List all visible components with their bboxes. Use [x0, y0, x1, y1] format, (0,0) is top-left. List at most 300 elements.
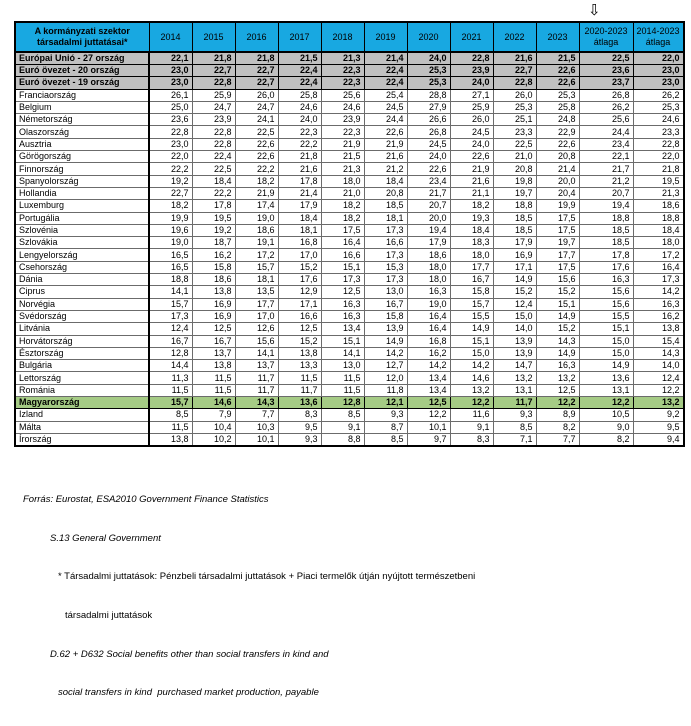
avg-2014-2023-cell: 23,3: [633, 126, 684, 138]
year-value-cell: 17,3: [364, 224, 407, 236]
year-value-cell: 21,4: [536, 163, 579, 175]
table-row: [15, 126, 684, 138]
year-value-cell: 8,2: [536, 421, 579, 433]
year-value-cell: 19,5: [192, 212, 235, 224]
country-name: Németország: [15, 114, 149, 126]
avg-2014-2023-cell: 12,2: [633, 384, 684, 396]
year-value-cell: 18,3: [450, 237, 493, 249]
year-value-cell: 25,3: [536, 89, 579, 101]
country-name: Franciaország: [15, 89, 149, 101]
year-value-cell: 23,0: [149, 65, 192, 77]
year-value-cell: 19,9: [149, 212, 192, 224]
table-row: [15, 298, 684, 310]
avg-2020-2023-cell: 18,5: [579, 224, 633, 236]
avg-2020-2023-cell: 22,5: [579, 52, 633, 65]
country-name: Olaszország: [15, 126, 149, 138]
year-value-cell: 20,8: [493, 163, 536, 175]
year-value-cell: 13,7: [192, 347, 235, 359]
country-name: Magyarország: [15, 397, 149, 409]
avg-2014-2023-cell: 18,6: [633, 200, 684, 212]
year-value-cell: 15,2: [493, 286, 536, 298]
year-value-cell: 14,3: [235, 397, 278, 409]
year-value-cell: 14,9: [364, 335, 407, 347]
year-value-cell: 14,0: [493, 323, 536, 335]
year-value-cell: 22,7: [192, 65, 235, 77]
avg-2014-2023-cell: 14,2: [633, 286, 684, 298]
year-value-cell: 22,3: [321, 77, 364, 89]
avg-2014-2023-cell: 13,2: [633, 397, 684, 409]
year-value-cell: 19,4: [407, 224, 450, 236]
avg-2020-2023-cell: 25,6: [579, 114, 633, 126]
table-row: [15, 261, 684, 273]
avg-2020-2023-cell: 23,4: [579, 138, 633, 150]
year-value-cell: 21,8: [192, 52, 235, 65]
table-row: [15, 310, 684, 322]
avg-2020-2023-column-header: 2020-2023 átlaga: [579, 22, 633, 52]
avg-2020-2023-cell: 10,5: [579, 409, 633, 421]
country-name: Portugália: [15, 212, 149, 224]
year-value-cell: 22,4: [364, 77, 407, 89]
year-value-cell: 13,9: [364, 323, 407, 335]
year-value-cell: 20,4: [536, 187, 579, 199]
year-value-cell: 23,6: [149, 114, 192, 126]
year-value-cell: 8,3: [278, 409, 321, 421]
country-name: Lettország: [15, 372, 149, 384]
year-value-cell: 25,3: [493, 101, 536, 113]
footnotes: [23, 468, 475, 726]
year-value-cell: 21,1: [450, 187, 493, 199]
year-value-cell: 12,1: [364, 397, 407, 409]
table-row: [15, 224, 684, 236]
table-row: [15, 335, 684, 347]
year-value-cell: 25,4: [364, 89, 407, 101]
year-value-cell: 25,8: [536, 101, 579, 113]
year-value-cell: 17,9: [407, 237, 450, 249]
year-value-cell: 18,7: [192, 237, 235, 249]
avg-2014-2023-cell: 22,8: [633, 138, 684, 150]
avg-2020-2023-cell: 26,2: [579, 101, 633, 113]
year-value-cell: 21,6: [450, 175, 493, 187]
year-value-cell: 12,2: [407, 409, 450, 421]
year-value-cell: 25,6: [321, 89, 364, 101]
year-value-cell: 8,5: [321, 409, 364, 421]
year-value-cell: 23,3: [493, 126, 536, 138]
country-name: Csehország: [15, 261, 149, 273]
country-name: Görögország: [15, 151, 149, 163]
year-value-cell: 15,6: [536, 274, 579, 286]
year-value-cell: 13,4: [407, 384, 450, 396]
country-name: Svédország: [15, 310, 149, 322]
year-value-cell: 22,8: [192, 138, 235, 150]
table-row-aggregate: [15, 77, 684, 89]
year-value-cell: 13,5: [235, 286, 278, 298]
avg-2020-2023-cell: 12,2: [579, 397, 633, 409]
avg-2014-2023-cell: 23,0: [633, 77, 684, 89]
year-value-cell: 24,6: [321, 101, 364, 113]
year-value-cell: 17,1: [278, 298, 321, 310]
year-value-cell: 19,2: [192, 224, 235, 236]
year-value-cell: 11,7: [278, 384, 321, 396]
year-value-cell: 16,7: [149, 335, 192, 347]
year-value-cell: 10,4: [192, 421, 235, 433]
year-value-cell: 17,6: [278, 274, 321, 286]
year-value-cell: 18,0: [321, 175, 364, 187]
year-value-cell: 15,8: [192, 261, 235, 273]
year-value-cell: 13,8: [192, 360, 235, 372]
year-value-cell: 15,7: [450, 298, 493, 310]
year-value-cell: 17,0: [235, 310, 278, 322]
year-value-cell: 20,8: [364, 187, 407, 199]
year-column-header: 2015: [192, 22, 235, 52]
avg-2020-2023-cell: 22,1: [579, 151, 633, 163]
year-value-cell: 16,6: [321, 249, 364, 261]
year-value-cell: 13,0: [321, 360, 364, 372]
year-column-header: 2016: [235, 22, 278, 52]
year-value-cell: 21,8: [235, 52, 278, 65]
avg-2014-2023-cell: 26,2: [633, 89, 684, 101]
year-value-cell: 17,7: [536, 249, 579, 261]
country-name: Belgium: [15, 101, 149, 113]
year-value-cell: 11,7: [235, 384, 278, 396]
year-value-cell: 22,7: [235, 65, 278, 77]
avg-2014-2023-cell: 16,2: [633, 310, 684, 322]
country-name: Hollandia: [15, 187, 149, 199]
table-title-line2: társadalmi juttatásai*: [36, 37, 128, 47]
year-value-cell: 13,2: [536, 372, 579, 384]
year-value-cell: 17,8: [192, 200, 235, 212]
year-value-cell: 8,9: [536, 409, 579, 421]
year-value-cell: 9,1: [321, 421, 364, 433]
year-value-cell: 18,2: [321, 212, 364, 224]
year-value-cell: 11,5: [149, 421, 192, 433]
country-name: Európai Unió - 27 ország: [15, 52, 149, 65]
year-value-cell: 20,0: [407, 212, 450, 224]
year-value-cell: 16,6: [364, 237, 407, 249]
year-value-cell: 23,9: [192, 114, 235, 126]
year-value-cell: 21,9: [235, 187, 278, 199]
year-value-cell: 28,8: [407, 89, 450, 101]
year-value-cell: 23,0: [149, 138, 192, 150]
year-value-cell: 22,7: [235, 77, 278, 89]
country-name: Litvánia: [15, 323, 149, 335]
year-value-cell: 22,8: [192, 126, 235, 138]
year-value-cell: 13,2: [493, 372, 536, 384]
year-value-cell: 18,0: [450, 249, 493, 261]
year-value-cell: 14,1: [321, 347, 364, 359]
year-value-cell: 22,8: [192, 77, 235, 89]
year-value-cell: 19,7: [536, 237, 579, 249]
year-value-cell: 16,2: [192, 249, 235, 261]
year-value-cell: 11,5: [192, 384, 235, 396]
year-value-cell: 22,8: [149, 126, 192, 138]
year-value-cell: 24,0: [450, 77, 493, 89]
year-value-cell: 18,2: [235, 175, 278, 187]
year-value-cell: 20,7: [407, 200, 450, 212]
year-value-cell: 15,6: [235, 335, 278, 347]
year-column-header: 2023: [536, 22, 579, 52]
table-title-line1: A kormányzati szektor: [34, 26, 130, 36]
year-value-cell: 18,8: [493, 200, 536, 212]
year-value-cell: 7,1: [493, 433, 536, 446]
country-name: Euró övezet - 19 ország: [15, 77, 149, 89]
year-value-cell: 21,8: [278, 151, 321, 163]
year-value-cell: 9,7: [407, 433, 450, 446]
year-value-cell: 21,5: [278, 52, 321, 65]
avg-2020-2023-cell: 17,6: [579, 261, 633, 273]
avg-2020-2023-cell: 15,6: [579, 286, 633, 298]
year-value-cell: 27,9: [407, 101, 450, 113]
year-value-cell: 15,8: [364, 310, 407, 322]
year-value-cell: 22,2: [149, 163, 192, 175]
avg-2020-2023-cell: 15,5: [579, 310, 633, 322]
year-value-cell: 22,8: [450, 52, 493, 65]
year-value-cell: 8,8: [321, 433, 364, 446]
year-column-header: 2022: [493, 22, 536, 52]
year-value-cell: 9,3: [278, 433, 321, 446]
year-value-cell: 15,1: [450, 335, 493, 347]
year-value-cell: 22,3: [321, 126, 364, 138]
table-row: [15, 433, 684, 446]
year-value-cell: 19,1: [235, 237, 278, 249]
avg-2020-2023-cell: 20,7: [579, 187, 633, 199]
year-value-cell: 24,1: [235, 114, 278, 126]
year-value-cell: 18,0: [407, 274, 450, 286]
year-value-cell: 15,7: [149, 298, 192, 310]
year-value-cell: 21,9: [450, 163, 493, 175]
year-value-cell: 11,5: [149, 384, 192, 396]
year-value-cell: 18,4: [192, 175, 235, 187]
year-value-cell: 24,0: [407, 52, 450, 65]
table-row: [15, 360, 684, 372]
year-column-header: 2020: [407, 22, 450, 52]
year-value-cell: 25,9: [192, 89, 235, 101]
year-value-cell: 16,5: [149, 249, 192, 261]
year-value-cell: 26,1: [149, 89, 192, 101]
year-value-cell: 11,8: [364, 384, 407, 396]
footnote-d62: D.62 + D632 Social benefits other than social transfers in kind and: [50, 648, 329, 660]
avg-2014-2023-column-header: 2014-2023 átlaga: [633, 22, 684, 52]
year-value-cell: 24,0: [278, 114, 321, 126]
year-value-cell: 12,5: [192, 323, 235, 335]
table-row: [15, 323, 684, 335]
avg-2014-2023-cell: 25,3: [633, 101, 684, 113]
year-value-cell: 16,6: [278, 310, 321, 322]
year-value-cell: 22,4: [364, 65, 407, 77]
year-value-cell: 24,7: [192, 101, 235, 113]
year-column-header: 2019: [364, 22, 407, 52]
year-value-cell: 18,8: [149, 274, 192, 286]
year-value-cell: 15,2: [536, 323, 579, 335]
year-value-cell: 26,8: [407, 126, 450, 138]
year-value-cell: 13,6: [278, 397, 321, 409]
avg-2020-2023-cell: 15,0: [579, 335, 633, 347]
year-value-cell: 26,0: [235, 89, 278, 101]
year-value-cell: 12,5: [321, 286, 364, 298]
year-value-cell: 21,4: [364, 52, 407, 65]
year-value-cell: 14,6: [450, 372, 493, 384]
year-value-cell: 16,3: [321, 310, 364, 322]
year-value-cell: 10,2: [192, 433, 235, 446]
year-value-cell: 22,4: [192, 151, 235, 163]
year-value-cell: 22,6: [364, 126, 407, 138]
footnote-definition-2: társadalmi juttatások: [65, 609, 153, 621]
table-row-highlight: [15, 397, 684, 409]
year-value-cell: 14,9: [536, 310, 579, 322]
year-value-cell: 22,6: [536, 77, 579, 89]
year-value-cell: 25,0: [149, 101, 192, 113]
year-value-cell: 15,2: [278, 261, 321, 273]
avg-2020-2023-cell: 21,2: [579, 175, 633, 187]
year-value-cell: 18,6: [407, 249, 450, 261]
table-row: [15, 274, 684, 286]
year-value-cell: 19,6: [149, 224, 192, 236]
year-value-cell: 18,1: [278, 224, 321, 236]
year-value-cell: 24,7: [235, 101, 278, 113]
year-value-cell: 14,9: [450, 323, 493, 335]
year-value-cell: 22,5: [493, 138, 536, 150]
country-name: Lengyelország: [15, 249, 149, 261]
year-value-cell: 18,4: [364, 175, 407, 187]
avg-2014-2023-cell: 17,3: [633, 274, 684, 286]
footnote-source: Forrás: Eurostat, ESA2010 Government Finance Statistics: [23, 493, 269, 505]
year-value-cell: 12,8: [149, 347, 192, 359]
year-value-cell: 19,8: [493, 175, 536, 187]
year-value-cell: 18,4: [450, 224, 493, 236]
year-value-cell: 19,9: [536, 200, 579, 212]
table-row: [15, 89, 684, 101]
year-value-cell: 18,5: [364, 200, 407, 212]
year-value-cell: 12,2: [536, 397, 579, 409]
avg-2014-2023-cell: 22,0: [633, 151, 684, 163]
year-value-cell: 19,2: [149, 175, 192, 187]
year-value-cell: 22,7: [149, 187, 192, 199]
year-value-cell: 14,4: [149, 360, 192, 372]
year-value-cell: 17,8: [278, 175, 321, 187]
avg-2020-2023-cell: 15,1: [579, 323, 633, 335]
year-value-cell: 8,7: [364, 421, 407, 433]
year-value-cell: 22,4: [278, 65, 321, 77]
country-name: Románia: [15, 384, 149, 396]
year-value-cell: 24,5: [407, 138, 450, 150]
year-value-cell: 21,6: [364, 151, 407, 163]
year-value-cell: 17,3: [321, 274, 364, 286]
year-value-cell: 17,4: [235, 200, 278, 212]
year-value-cell: 14,7: [493, 360, 536, 372]
avg-2020-2023-cell: 9,0: [579, 421, 633, 433]
year-column-header: 2018: [321, 22, 364, 52]
year-value-cell: 22,3: [321, 65, 364, 77]
country-name: Szlovénia: [15, 224, 149, 236]
year-value-cell: 17,5: [536, 261, 579, 273]
year-value-cell: 15,0: [493, 310, 536, 322]
footnote-d62-2: social transfers in kind purchased market production, payable: [58, 687, 319, 699]
year-value-cell: 11,6: [450, 409, 493, 421]
avg-2014-2023-cell: 19,5: [633, 175, 684, 187]
table-row: [15, 114, 684, 126]
year-value-cell: 17,1: [493, 261, 536, 273]
year-value-cell: 7,9: [192, 409, 235, 421]
year-value-cell: 7,7: [235, 409, 278, 421]
year-value-cell: 24,5: [450, 126, 493, 138]
year-value-cell: 16,7: [192, 335, 235, 347]
year-value-cell: 21,4: [278, 187, 321, 199]
year-value-cell: 9,1: [450, 421, 493, 433]
country-name: Dánia: [15, 274, 149, 286]
year-value-cell: 8,5: [493, 421, 536, 433]
year-value-cell: 16,3: [321, 298, 364, 310]
avg-2014-2023-cell: 9,2: [633, 409, 684, 421]
year-value-cell: 22,6: [235, 151, 278, 163]
year-value-cell: 22,1: [149, 52, 192, 65]
avg-2014-2023-cell: 24,6: [633, 114, 684, 126]
year-value-cell: 17,5: [321, 224, 364, 236]
year-value-cell: 22,9: [536, 126, 579, 138]
avg-2014-2023-cell: 17,2: [633, 249, 684, 261]
table-row: [15, 212, 684, 224]
year-value-cell: 14,6: [192, 397, 235, 409]
year-value-cell: 11,3: [149, 372, 192, 384]
year-value-cell: 23,0: [149, 77, 192, 89]
year-value-cell: 16,9: [192, 298, 235, 310]
avg-2014-2023-cell: 9,4: [633, 433, 684, 446]
year-value-cell: 15,2: [536, 286, 579, 298]
year-value-cell: 16,7: [364, 298, 407, 310]
year-value-cell: 25,1: [493, 114, 536, 126]
avg-2020-2023-cell: 13,6: [579, 372, 633, 384]
year-value-cell: 9,3: [493, 409, 536, 421]
year-value-cell: 13,4: [407, 372, 450, 384]
year-value-cell: 22,6: [536, 65, 579, 77]
year-value-cell: 15,1: [321, 335, 364, 347]
year-value-cell: 26,0: [450, 114, 493, 126]
year-value-cell: 22,6: [235, 138, 278, 150]
year-value-cell: 13,8: [192, 286, 235, 298]
year-value-cell: 27,1: [450, 89, 493, 101]
year-value-cell: 13,8: [278, 347, 321, 359]
year-value-cell: 15,7: [149, 397, 192, 409]
avg-2014-2023-cell: 23,0: [633, 65, 684, 77]
year-value-cell: 12,2: [450, 397, 493, 409]
year-value-cell: 15,5: [450, 310, 493, 322]
year-value-cell: 22,6: [450, 151, 493, 163]
year-value-cell: 11,5: [192, 372, 235, 384]
avg-2014-2023-cell: 18,0: [633, 237, 684, 249]
year-value-cell: 22,2: [278, 138, 321, 150]
table-row: [15, 249, 684, 261]
avg-2014-2023-cell: 13,8: [633, 323, 684, 335]
year-value-cell: 23,9: [321, 114, 364, 126]
footnote-definition: * Társadalmi juttatások: Pénzbeli társadalmi juttatások + Piaci termelők útján nyújtott természetbeni: [58, 571, 476, 583]
benefits-table: [14, 21, 685, 447]
year-value-cell: 15,1: [321, 261, 364, 273]
avg-2020-2023-cell: 18,5: [579, 237, 633, 249]
year-value-cell: 19,3: [450, 212, 493, 224]
year-value-cell: 21,3: [321, 52, 364, 65]
country-name: Málta: [15, 421, 149, 433]
table-row: [15, 384, 684, 396]
year-value-cell: 18,4: [278, 212, 321, 224]
year-value-cell: 17,9: [278, 200, 321, 212]
year-value-cell: 17,3: [364, 249, 407, 261]
year-value-cell: 8,5: [364, 433, 407, 446]
year-value-cell: 22,5: [192, 163, 235, 175]
avg-2020-2023-cell: 14,9: [579, 360, 633, 372]
year-value-cell: 26,6: [407, 114, 450, 126]
year-value-cell: 16,4: [407, 310, 450, 322]
avg-2014-2023-cell: 18,8: [633, 212, 684, 224]
table-row: [15, 237, 684, 249]
year-value-cell: 18,6: [235, 224, 278, 236]
